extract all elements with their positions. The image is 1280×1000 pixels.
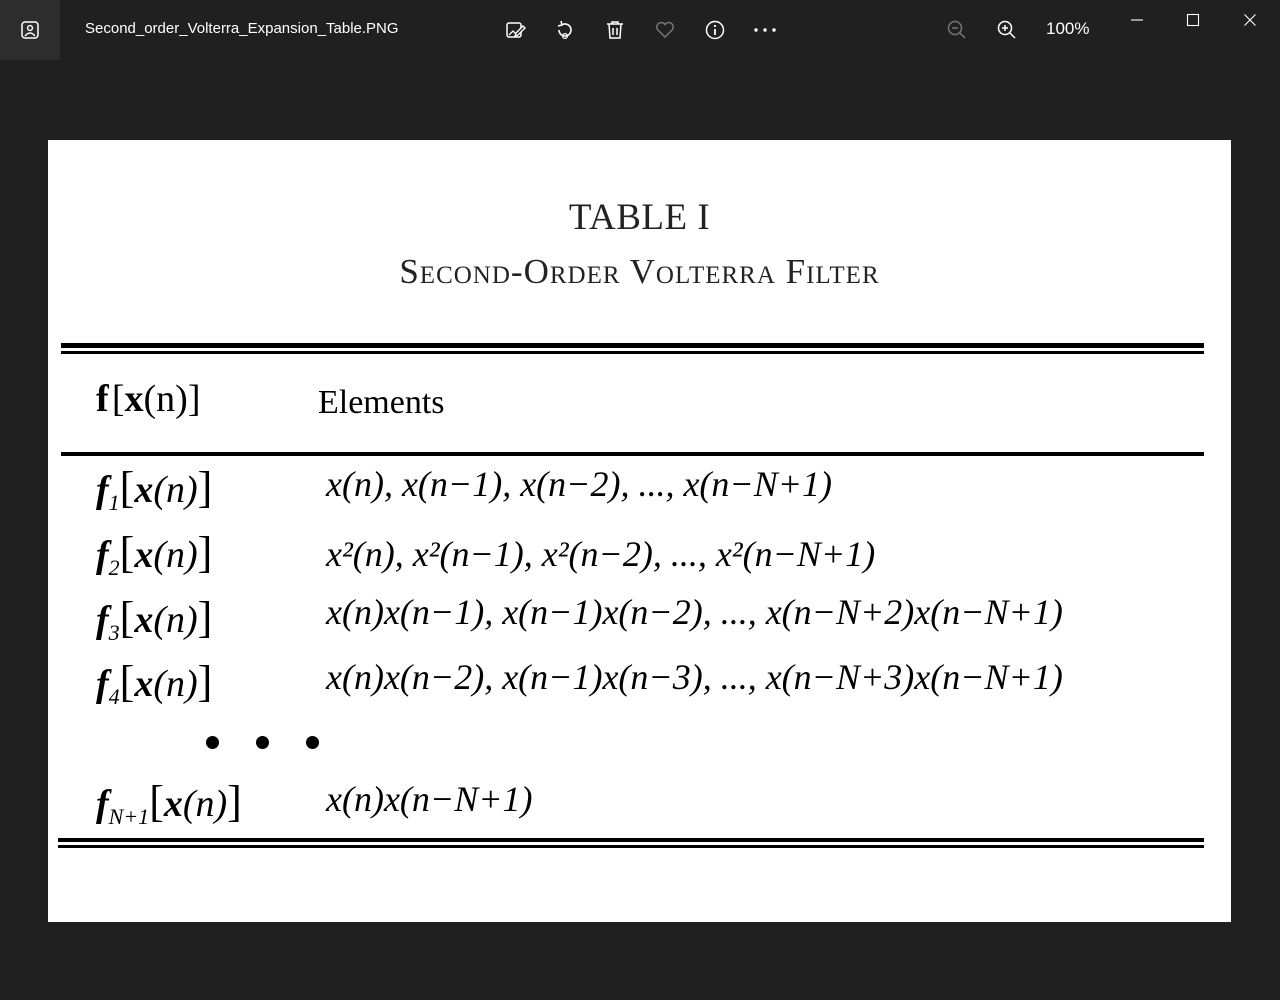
bottom-rule-thin — [58, 845, 1204, 848]
table-title: TABLE I — [568, 197, 711, 238]
row-elements-f4: x(n)x(n−2), x(n−1)x(n−3), ..., x(n−N+3)x(n−N+1) — [326, 657, 1063, 697]
top-rule-thin — [61, 351, 1204, 354]
favorite-icon[interactable] — [650, 15, 680, 45]
header-elements-label: Elements — [318, 384, 445, 421]
info-icon[interactable] — [700, 15, 730, 45]
zoom-out-icon[interactable] — [942, 15, 972, 45]
function-label-f1: $f_1[x(n)]$ — [96, 463, 213, 515]
function-label-f4: $f_4[x(n)]$ — [96, 657, 213, 709]
photos-app-icon — [0, 0, 60, 60]
image-canvas — [48, 140, 1231, 922]
header-rule — [61, 452, 1204, 456]
ellipsis-dot — [206, 736, 219, 749]
function-label-fN1: $f_{N+1}[x(n)]$ — [96, 777, 242, 829]
function-label-f3: $f_3[x(n)]$ — [96, 593, 213, 645]
zoom-level[interactable]: 100% — [1046, 19, 1090, 38]
row-elements-f1: x(n), x(n−1), x(n−2), ..., x(n−N+1) — [326, 464, 833, 504]
ellipsis-dots — [206, 736, 319, 749]
ellipsis-dot — [306, 736, 319, 749]
zoom-in-icon[interactable] — [992, 15, 1022, 45]
top-rule-thick — [61, 343, 1204, 348]
more-icon[interactable] — [750, 15, 780, 45]
row-elements-f3: x(n)x(n−1), x(n−1)x(n−2), ..., x(n−N+2)x(n−N+1) — [326, 592, 1063, 632]
row-elements-f2: x²(n), x²(n−1), x²(n−2), ..., x²(n−N+1) — [326, 534, 876, 574]
ellipsis-dot — [256, 736, 269, 749]
minimize-icon[interactable] — [1114, 4, 1160, 36]
close-icon[interactable] — [1227, 4, 1273, 36]
rotate-icon[interactable] — [550, 15, 580, 45]
maximize-icon[interactable] — [1170, 4, 1216, 36]
function-label-f2: $f_2[x(n)]$ — [96, 528, 213, 580]
title-bar — [0, 0, 1280, 60]
edit-image-icon[interactable] — [500, 15, 530, 45]
row-elements-fN1: x(n)x(n−N+1) — [326, 779, 533, 819]
delete-icon[interactable] — [600, 15, 630, 45]
header-function-label: f [x(n)] — [96, 378, 201, 420]
table-subtitle: Second-Order Volterra Filter — [399, 252, 880, 291]
file-name: Second_order_Volterra_Expansion_Table.PNG — [85, 20, 399, 37]
bottom-rule-thick — [58, 838, 1204, 842]
